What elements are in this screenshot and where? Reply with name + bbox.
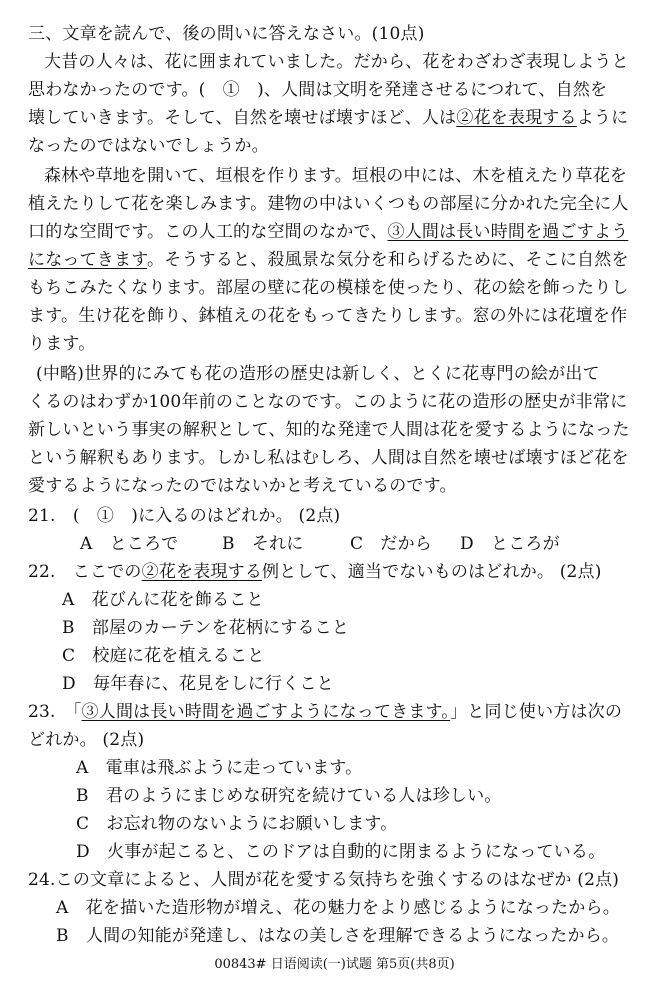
- passage-p3-line2: くるのはわずか100年前のことなのです。このように花の造形の歴史が非常に: [28, 392, 628, 412]
- passage-p2-line6: ます。生け花を飾り、鉢植えの花をもってきたりします。窓の外には花壇を作: [28, 306, 628, 326]
- passage-p2-line5: もちこみたくなります。部屋の壁に花の模様を使ったり、花の絵を飾ったりし: [28, 278, 629, 298]
- question-21-option-c: C だから: [350, 534, 433, 554]
- question-23-option-b: B 君のようにまじめな研究を続けている人は珍しい。: [76, 786, 502, 806]
- passage-p1-line3: [28, 106, 628, 130]
- question-22-stem-tail: 例として、適当でないものはどれか。 (2点): [262, 562, 602, 582]
- passage-p1-line4: なったのではないでしょうか。: [28, 136, 269, 156]
- question-23-stem: [28, 700, 622, 724]
- passage-p2-line3: [28, 220, 628, 244]
- question-24-option-a: A 花を描いた造形物が増え、花の魅力をより感じるようになったから。: [56, 898, 620, 918]
- section-heading: 三、文章を読んで、後の問いに答えなさい。(10点): [28, 24, 425, 44]
- question-22-option-c: C 校庭に花を植えること: [62, 646, 265, 666]
- question-22-option-d: D 毎年春に、花見をしに行くこと: [62, 674, 334, 694]
- question-21-option-d: D ところが: [460, 534, 560, 554]
- passage-p1-line1: 大昔の人々は、花に囲まれていました。だから、花をわざわざ表現しようと: [44, 52, 629, 72]
- question-23-underlined: ③人間は長い時間を過ごすようになってきます。: [81, 702, 451, 722]
- passage-p3-line4: という解釈もあります。しかし私はむしろ、人間は自然を壊せば壊すほど花を: [28, 448, 629, 468]
- passage-p2-line1: 森林や草地を開いて、垣根を作ります。垣根の中には、木を植えたり草花を: [44, 166, 628, 186]
- underlined-phrase-2: ②花を表現する: [456, 108, 577, 128]
- underlined-phrase-3a: ③人間は長い時間を過ごすよう: [387, 222, 629, 242]
- passage-p1-line3-text: 壊していきます。そして、自然を壊せば壊すほど、人は: [28, 108, 457, 128]
- question-21-stem: 21. ( ① )に入るのはどれか。 (2点): [28, 506, 341, 526]
- question-24-option-b: B 人間の知能が発達し、はなの美しさを理解できるようになったから。: [56, 926, 620, 946]
- passage-p2-line4-text: 。そうすると、殺風景な気分を和らげるために、そこに自然を: [147, 250, 629, 270]
- question-22-stem-text: 22. ここでの: [28, 562, 142, 582]
- question-22-option-a: A 花びんに花を飾ること: [62, 590, 264, 610]
- passage-p3-line3: 新しいという事実の解釈として、知的な発達で人間は花を愛するようになった: [28, 420, 630, 440]
- passage-p2-line2: 植えたりして花を楽しみます。建物の中はいくつもの部屋に分かれた完全に人: [28, 194, 629, 214]
- question-23-stem-text: 23. 「: [28, 702, 82, 722]
- underlined-phrase-3b: になってきます: [28, 250, 148, 270]
- question-22-underlined: ②花を表現する: [141, 562, 263, 582]
- passage-p2-line4: [28, 248, 629, 272]
- question-23-option-d: D 火事が起こると、このドアは自動的に閉まるようになっている。: [76, 842, 606, 862]
- passage-p2-line7: ります。: [28, 334, 96, 354]
- passage-p3-line1: (中略)世界的にみても花の造形の歴史は新しく、とくに花専門の絵が出て: [36, 364, 600, 384]
- question-21-option-b: B それに: [222, 534, 304, 554]
- passage-p3-line5: 愛するようになったのではないかと考えているのです。: [28, 476, 457, 496]
- passage-p2-line3-text: 口的な空間です。この人工的な空間のなかで、: [28, 222, 388, 242]
- question-23-option-a: A 電車は飛ぶように走っています。: [76, 758, 363, 778]
- question-21-option-a: A ところで: [80, 534, 179, 554]
- question-23-stem-tail: 」と同じ使い方は次の: [450, 702, 623, 722]
- question-23-option-c: C お忘れ物のないようにお願いします。: [76, 814, 398, 834]
- question-22-stem: [28, 560, 602, 584]
- page-footer: 00843# 日语阅读(一)试题 第5页(共8页): [214, 957, 455, 972]
- passage-p1-line2: 思わなかったのです。( ① )、人間は文明を発達させるにつれて、自然を: [28, 80, 608, 100]
- passage-p1-line3-tail: ように: [576, 108, 629, 128]
- question-22-option-b: B 部屋のカーテンを花柄にすること: [62, 618, 350, 638]
- question-24-stem: 24.この文章によると、人間が花を愛する気持ちを強くするのはなぜか (2点): [28, 870, 620, 890]
- question-23-stem-line2: どれか。 (2点): [28, 730, 145, 750]
